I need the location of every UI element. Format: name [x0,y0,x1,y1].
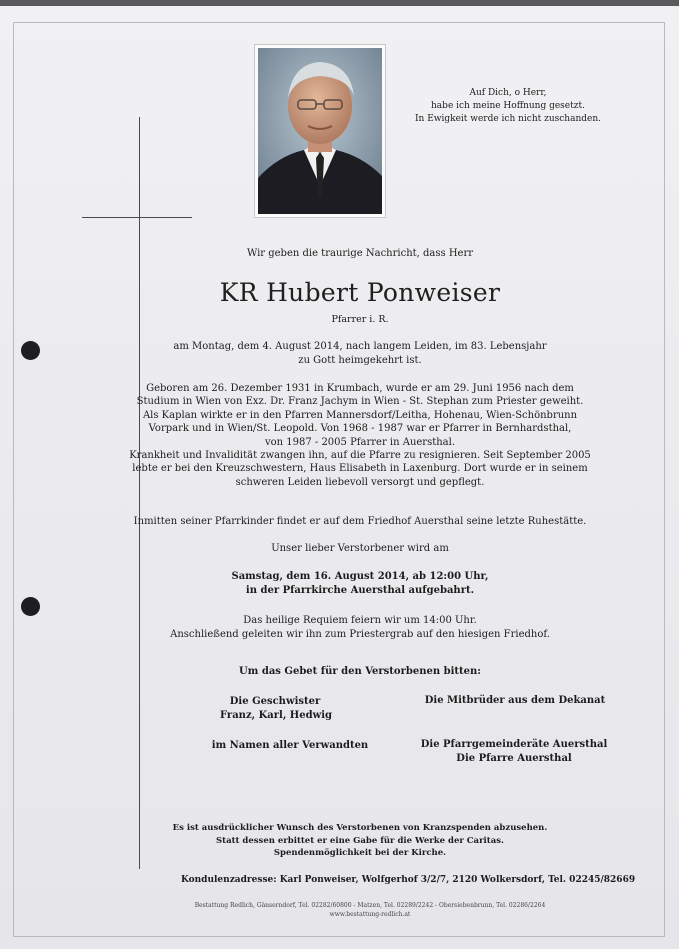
verse-line: In Ewigkeit werde ich nicht zuschanden. [414,114,601,124]
condolence-address: Kondulenzadresse: Karl Ponweiser, Wolfgerhof 3/2/7, 2120 Wolkersdorf, Tel. 02245/82669 [181,875,636,885]
verse-line: habe ich meine Hoffnung gesetzt. [431,101,585,111]
prayer-request: Um das Gebet für den Verstorbenen bitten: [239,666,481,677]
viewing-date: Samstag, dem 16. August 2014, ab 12:00 Uhr, in der Pfarrkirche Auersthal aufgebahrt. [231,571,489,596]
requiem-info: Das heilige Requiem feiern wir um 14:00 Uhr. Anschließend geleiten wir ihn zum Priestergrab auf den hiesigen Friedhof. [170,615,550,640]
portrait-photo [254,44,386,218]
cross-icon-horizontal-bar [82,217,192,218]
bio-line: Vorpark und in Wien/St. Leopold. Von 1968 - 1987 war er Pfarrer in Bernhardsthal, [148,423,572,435]
cross-icon-vertical-bar [139,117,140,869]
bio-line: schweren Leiden liebevoll versorgt und gepflegt. [235,476,485,488]
mourners-parish: Die Pfarrgemeinderäte Auersthal Die Pfarre Auersthal [420,739,608,764]
bio-line: Studium in Wien von Exz. Dr. Franz Jachym in Wien - St. Stephan zum Priester geweiht. [136,396,584,408]
bio-line: lebte er bei den Kreuzschwestern, Haus Elisabeth in Laxenburg. Dort wurde er in seinem [132,463,588,475]
punch-hole-lower [21,597,40,616]
resting-place: Inmitten seiner Pfarrkinder findet er auf dem Friedhof Auersthal seine letzte Ruhestätte. [133,516,587,527]
punch-hole-upper [21,341,40,360]
mourners-siblings: Die Geschwister Franz, Karl, Hedwig [220,696,332,721]
announcement-intro: Wir geben die traurige Nachricht, dass Herr [246,248,474,259]
mourners-relatives: im Namen aller Verwandten [211,740,369,751]
funeral-home-footer: Bestattung Redlich, Gänserndorf, Tel. 02282/60800 - Matzen, Tel. 02289/2242 - Obersiebenbrunn, Tel. 02286/2264 www.bestattung-redlich.at [194,902,546,918]
deceased-name: KR Hubert Ponweiser [219,278,501,307]
deceased-title: Pfarrer i. R. [331,314,389,325]
viewing-intro: Unser lieber Verstorbener wird am [271,543,449,554]
bio-line: Als Kaplan wirkte er in den Pfarren Mannersdorf/Leitha, Hohenau, Wien-Schönbrunn [142,409,578,421]
bio-line: Krankheit und Invalidität zwangen ihn, auf die Pfarre zu resignieren. Seit September 2005 [129,450,591,462]
biography [100,382,620,489]
bible-verse [398,87,618,126]
death-notice: am Montag, dem 4. August 2014, nach langem Leiden, im 83. Lebensjahr zu Gott heimgekehrt ist. [173,341,547,366]
mourners-deanery: Die Mitbrüder aus dem Dekanat [424,695,606,706]
bio-line: Geboren am 26. Dezember 1931 in Krumbach, wurde er am 29. Juni 1956 nach dem [146,383,574,394]
bio-line: von 1987 - 2005 Pfarrer in Auersthal. [264,436,456,448]
verse-line: Auf Dich, o Herr, [469,88,547,98]
donation-wish: Es ist ausdrücklicher Wunsch des Verstorbenen von Kranzspenden abzusehen. Statt dessen erbittet er eine Gabe für die Werke der Caritas. Spendenmöglichkeit bei der Kirche. [172,823,548,858]
